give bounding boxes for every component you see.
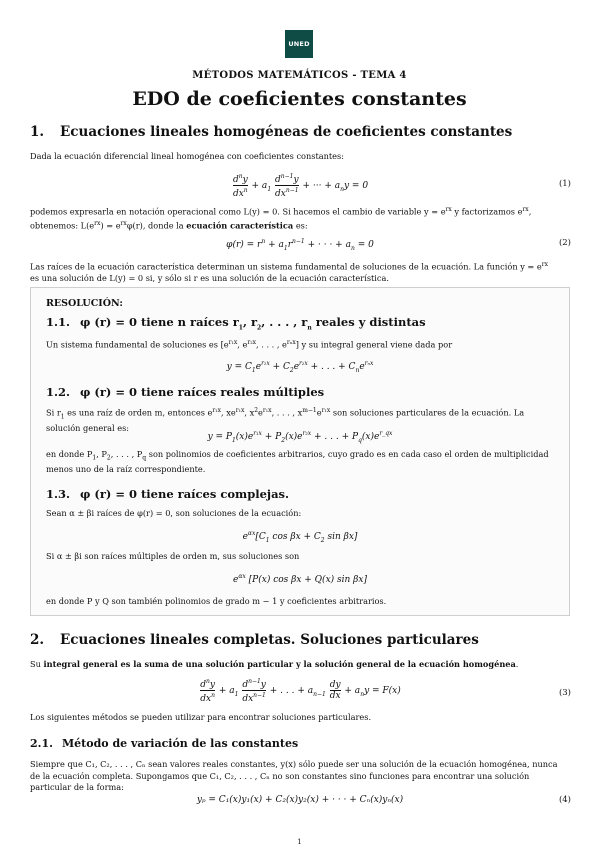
page-number: 1: [297, 838, 302, 846]
paragraph: en donde $P_1$, $P_2$, . . . , $P_q$ son polinomios de coeficientes arbitrarios, cuyo grado es en cada caso el orden de multiplicidad menos uno de la raíz correspondiente.: [46, 449, 549, 475]
equation-complex-roots: $e^{\alpha x}[C_1$ $\cos \beta x + C_2$ sin βx]: [242, 530, 358, 544]
paragraph: podemos expresarla en notación operacional como L(y) = 0. Si hacemos el cambio de variable $y = e^{rx}$ y factorizamos $e^{rx}$, obtenemos: $L(e^{rx}) = e^{rx}\varphi(r)$, donde la ecuación característica es:: [30, 206, 532, 231]
equation-2: $\varphi(r) = r^n + a_1r^{n-1}$ + · · · + $a_n = 0$: [226, 238, 374, 252]
equation-number: (3): [558, 688, 571, 698]
paragraph: Si α ± βi son raíces múltiples de orden m, sus soluciones son: [46, 551, 300, 561]
equation-general-solution: $y = C_1e^{r_1x} + C_2e^{r_2x}$ + . . . + $C_ne^{r_nx}$: [226, 360, 374, 374]
section-1-heading: [30, 124, 512, 140]
subsection-1-3-heading: 1.3. φ (r) = 0 tiene raíces complejas.: [46, 487, 290, 501]
paragraph: Su integral general es la suma de una solución particular y la solución general de la ecuación homogénea.: [30, 659, 519, 669]
subsection-1-1-heading: 1.1. φ (r) = 0 tiene n raíces $r_1$, $r_2$, . . . , $r_n$ reales y distintas: [46, 315, 426, 332]
paragraph: Siempre que C₁, C₂, . . . , Cₙ sean valores reales constantes, y(x) sólo puede ser una solución de la ecuación homogénea, nunca de la ecuación completa. Supongamos que C₁, C₂, . . . , Cₙ no son constantes sino funciones para encontrar una solución particular de la forma:: [30, 759, 558, 792]
equation-3: $\frac{d^ny}{dx^n}$ + $a_1$ $\frac{d^{n-1}y}{dx^{n-1}}$ + . . . + $a_{n-1}$ $\frac{dy}{dx}$ + $a_ny = F(x)$: [200, 678, 401, 704]
equation-number: (1): [558, 179, 571, 189]
paragraph: Las raíces de la ecuación característica determinan un sistema fundamental de soluciones de la ecuación. La función $y = e^{rx}$ es una solución de L(y) = 0 si, y sólo si r es una solución de la ecuación característica.: [30, 261, 548, 284]
section-title: Ecuaciones lineales homogéneas de coeficientes constantes: [60, 124, 513, 140]
paragraph: Los siguientes métodos se pueden utilizar para encontrar soluciones particulares.: [30, 712, 372, 722]
equation-number: (4): [558, 795, 571, 805]
equation-number: (2): [558, 238, 571, 248]
subsection-1-2-heading: 1.2. φ (r) = 0 tiene raíces reales múltiples: [46, 385, 325, 399]
equation-4: yₚ = C₁(x)y₁(x) + C₂(x)y₂(x) + · · · + Cₙ(x)yₙ(x): [196, 795, 404, 805]
section-number: 1.: [30, 124, 45, 140]
paragraph: Dada la ecuación diferencial lineal homogénea con coeficientes constantes:: [30, 151, 344, 161]
equation-1: $\frac{d^ny}{dx^n}$ + $a_1$ $\frac{d^{n-1}y}{dx^{n-1}}$ + ··· + $a_ny = 0$: [232, 173, 369, 199]
page-title: EDO de coeficientes constantes: [132, 88, 467, 110]
subsection-2-1-heading: 2.1. Método de variación de las constantes: [30, 737, 299, 750]
uned-logo: UNED: [285, 30, 313, 58]
paragraph: en donde P y Q son también polinomios de grado m − 1 y coeficientes arbitrarios.: [46, 596, 387, 606]
resolution-label: RESOLUCIÓN:: [46, 298, 123, 309]
paragraph: Si $r_1$ es una raíz de orden m, entonces $e^{r_1x}$, $xe^{r_1x}$, $x^2e^{r_1x}$, . . . , $x^{m-1}e^{r_1x}$ son soluciones particulares de la ecuación. La solución general es:: [46, 407, 525, 433]
equation-complex-multiple: $e^{\alpha x}$ [P(x) cos βx + Q(x) sin βx]: [233, 573, 367, 585]
course-subtitle: MÉTODOS MATEMÁTICOS - TEMA 4: [192, 70, 407, 81]
section-2-heading: 2. Ecuaciones lineales completas. Soluciones particulares: [30, 632, 479, 648]
equation-multiple-roots: $y = P_1(x)e^{r_1x} + P_2(x)e^{r_2x}$ + . . . + $P_q(x)e^{r\_qx}$: [207, 430, 393, 444]
paragraph: Un sistema fundamental de soluciones es [$e^{r_1x}$, $e^{r_2x}$, . . . , $e^{r_nx}$] y su integral general viene dada por: [46, 339, 453, 350]
paragraph: Sean α ± βi raíces de φ(r) = 0, son soluciones de la ecuación:: [46, 508, 302, 518]
